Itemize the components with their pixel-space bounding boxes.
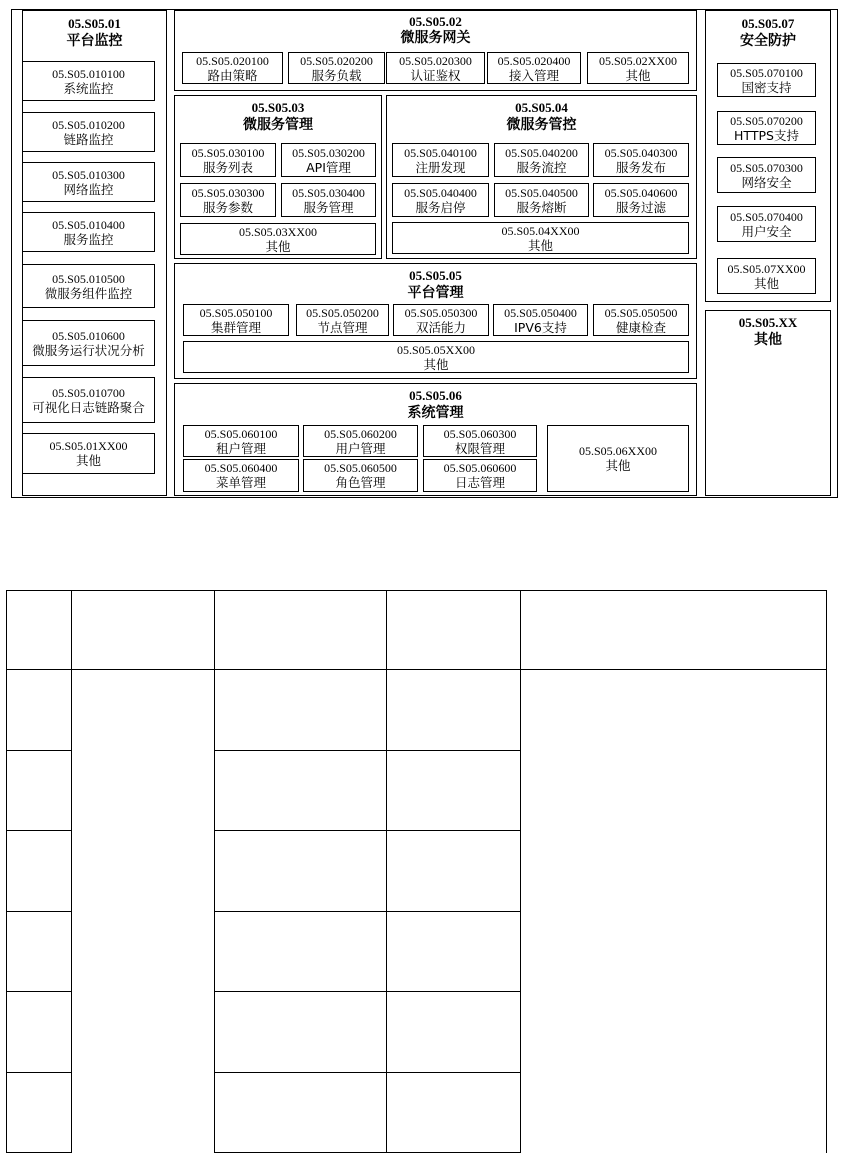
module-name: 服务监控 [63, 232, 114, 247]
module-code: 05.S05.050300 [404, 306, 478, 320]
module-code: 05.S05.010500 [52, 272, 125, 286]
module-name: 服务熔断 [516, 200, 567, 215]
module-code: 05.S05.07XX00 [727, 262, 806, 276]
module-name: 注册发现 [415, 160, 466, 175]
module-name: 服务启停 [415, 200, 466, 215]
module-code: 05.S05.040600 [604, 186, 678, 200]
module-code: 05.S05.010100 [52, 67, 125, 81]
table-line [6, 1072, 71, 1073]
group-code: 05.S05.01 [68, 16, 121, 31]
group-code: 05.S05.04 [515, 100, 568, 115]
table-line [6, 590, 7, 1153]
module-code: 05.S05.02XX00 [598, 54, 677, 68]
module-name: 路由策略 [207, 68, 258, 83]
group-title: 微服务管控 [506, 117, 577, 133]
module-code: 05.S05.060500 [324, 461, 397, 475]
table-line [214, 750, 520, 751]
module-name: 微服务运行状况分析 [32, 343, 145, 358]
module-code: 05.S05.070200 [730, 114, 803, 128]
module-name: 集群管理 [210, 320, 261, 335]
module-name: 链路监控 [63, 132, 114, 147]
module-code: 05.S05.030100 [191, 146, 265, 160]
module-code: 05.S05.040100 [404, 146, 477, 160]
module-name: 其他 [625, 68, 651, 83]
group-title: 系统管理 [407, 405, 464, 421]
module-name: 网络安全 [741, 175, 792, 190]
module-code: 05.S05.060100 [204, 427, 278, 441]
module-code: 05.S05.050100 [199, 306, 273, 320]
group-title: 微服务管理 [243, 117, 313, 133]
module-code: 05.S05.05XX00 [396, 343, 475, 357]
module-name: 认证鉴权 [410, 68, 461, 83]
table-line [6, 590, 827, 591]
table-line [6, 911, 71, 912]
table-line [214, 911, 520, 912]
module-code: 05.S05.020100 [196, 54, 269, 68]
module-name: 其他 [527, 238, 553, 253]
module-name: HTTPS支持 [734, 128, 799, 143]
group-title: 其他 [754, 332, 782, 348]
module-name: 服务管理 [303, 200, 354, 215]
module-code: 05.S05.030200 [292, 146, 365, 160]
module-code: 05.S05.030400 [292, 186, 365, 200]
module-code: 05.S05.04XX00 [501, 224, 580, 238]
module-name: 服务列表 [202, 160, 253, 175]
group-code: 05.S05.05 [409, 268, 462, 283]
module-code: 05.S05.020200 [300, 54, 373, 68]
table-line [6, 830, 71, 831]
module-name: 服务参数 [202, 200, 253, 215]
module-name: 用户安全 [741, 224, 792, 239]
module-code: 05.S05.050500 [604, 306, 678, 320]
module-code: 05.S05.040500 [505, 186, 578, 200]
table-line [6, 991, 71, 992]
module-name: 双活能力 [415, 320, 466, 335]
group-code: 05.S05.03 [251, 100, 305, 115]
table-line [214, 590, 215, 1153]
module-name: 其他 [423, 357, 449, 372]
module-name: 系统监控 [63, 81, 114, 96]
group-code: 05.S05.06 [409, 388, 462, 403]
module-name: 其他 [753, 276, 779, 291]
table-line [214, 1072, 520, 1073]
table-line [6, 1152, 71, 1153]
group-code: 05.S05.02 [409, 14, 462, 29]
module-code: 05.S05.010200 [52, 118, 125, 132]
module-code: 05.S05.040200 [505, 146, 578, 160]
module-name: 国密支持 [741, 80, 792, 95]
table-line [71, 590, 72, 1153]
module-code: 05.S05.010700 [52, 386, 125, 400]
module-name: API管理 [306, 160, 351, 175]
module-code: 05.S05.06XX00 [578, 444, 657, 458]
module-code: 05.S05.03XX00 [238, 225, 317, 239]
table-line [826, 590, 827, 1153]
module-name: 服务发布 [615, 160, 666, 175]
table-line [386, 590, 387, 1153]
group-title: 安全防护 [740, 33, 796, 49]
module-name: 菜单管理 [215, 475, 266, 490]
module-code: 05.S05.050200 [306, 306, 379, 320]
module-code: 05.S05.010600 [52, 329, 125, 343]
module-name: 接入管理 [508, 68, 559, 83]
group-title: 平台管理 [407, 285, 464, 301]
module-name: IPV6支持 [514, 320, 567, 335]
module-name: 权限管理 [454, 441, 505, 456]
module-code: 05.S05.040400 [404, 186, 477, 200]
table-line [520, 590, 521, 1153]
module-code: 05.S05.060200 [324, 427, 397, 441]
module-code: 05.S05.040300 [604, 146, 678, 160]
module-code: 05.S05.050400 [504, 306, 577, 320]
module-name: 其他 [75, 453, 101, 468]
module-name: 健康检查 [615, 320, 666, 335]
table-line [214, 830, 520, 831]
table-line [6, 750, 71, 751]
module-name: 可视化日志链路聚合 [32, 400, 145, 415]
module-code: 05.S05.070400 [730, 210, 803, 224]
module-name: 服务流控 [516, 160, 567, 175]
group-title: 微服务网关 [400, 30, 471, 46]
module-name: 节点管理 [317, 320, 368, 335]
module-name: 租户管理 [215, 441, 266, 456]
module-name: 服务负载 [311, 68, 362, 83]
module-code: 05.S05.010400 [52, 218, 125, 232]
module-code: 05.S05.070100 [730, 66, 803, 80]
module-name: 日志管理 [454, 475, 505, 490]
table-line [214, 991, 520, 992]
table-line [6, 669, 827, 670]
module-name: 其他 [265, 239, 291, 254]
module-code: 05.S05.060600 [443, 461, 517, 475]
module-name: 服务过滤 [615, 200, 666, 215]
module-name: 角色管理 [335, 475, 386, 490]
module-name: 用户管理 [335, 441, 386, 456]
module-code: 05.S05.010300 [52, 168, 125, 182]
module-name: 网络监控 [63, 182, 114, 197]
module-code: 05.S05.01XX00 [49, 439, 128, 453]
module-name: 微服务组件监控 [44, 286, 133, 301]
module-code: 05.S05.030300 [191, 186, 265, 200]
group-code: 05.S05.XX [738, 315, 798, 330]
module-code: 05.S05.070300 [730, 161, 803, 175]
module-code: 05.S05.020300 [399, 54, 472, 68]
group-title: 平台监控 [66, 33, 123, 49]
group-code: 05.S05.07 [741, 16, 795, 31]
table-line [214, 1152, 520, 1153]
module-code: 05.S05.060300 [443, 427, 517, 441]
module-code: 05.S05.060400 [204, 461, 278, 475]
module-code: 05.S05.020400 [497, 54, 571, 68]
module-name: 其他 [605, 458, 631, 473]
